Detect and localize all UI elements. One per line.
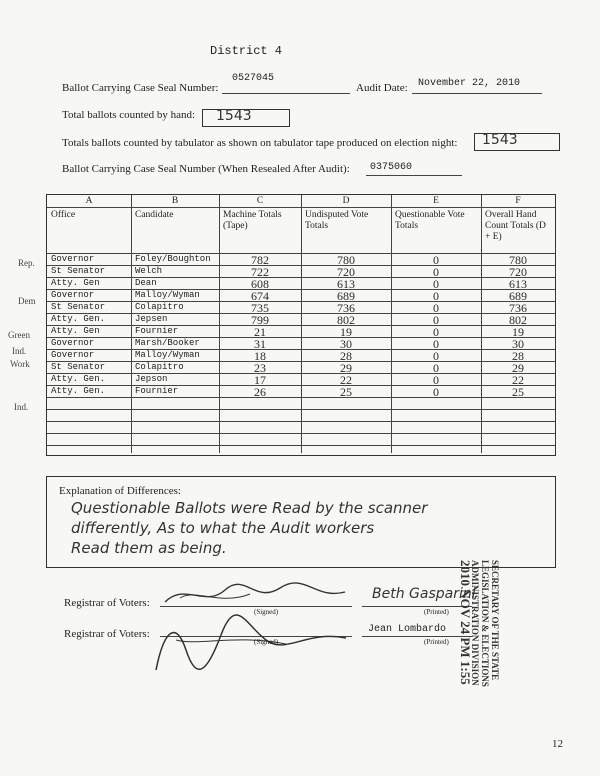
explanation-line-1: Questionable Ballots were Read by the scanner [71,499,428,517]
machine-total-cell: 674 [251,289,269,303]
printed-label-1: (Printed) [424,608,449,616]
table-row-divider [47,445,555,446]
office-cell: Governor [51,290,95,300]
undisputed-total-cell: 29 [340,361,352,375]
column-letter: D [342,196,350,206]
questionable-total-cell: 0 [433,349,439,363]
seal-value: 0527045 [232,73,275,84]
stamp-line-2: LEGISLATION & ELECTIONS [480,560,490,687]
side-label-ind-2: Ind. [14,402,29,412]
reseal-label: Ballot Carrying Case Seal Number (When Resealed After Audit): [62,163,350,175]
hand-count-total-cell: 28 [512,349,524,363]
candidate-cell: Jepsen [135,314,168,324]
signature-scribble-1 [160,580,350,608]
table-row-divider [47,207,555,208]
machine-total-cell: 18 [254,349,266,363]
machine-total-cell: 23 [254,361,266,375]
undisputed-total-cell: 22 [340,373,352,387]
side-label-ind: Ind. [12,346,27,356]
office-cell: Governor [51,338,95,348]
side-label-green: Green [8,330,30,340]
page-number: 12 [552,738,563,750]
audit-date-value: November 22, 2010 [418,78,521,89]
audit-date-label: Audit Date: [356,82,408,94]
machine-total-cell: 17 [254,373,266,387]
questionable-total-cell: 0 [433,253,439,267]
hand-count-total-cell: 19 [512,325,524,339]
stamp-line-3: ADMINISTRATION DIVISION [470,560,480,686]
explanation-box [46,476,556,568]
audit-table [46,194,556,456]
machine-total-cell: 31 [254,337,266,351]
side-label-work: Work [10,359,30,369]
column-letter: C [256,196,264,206]
machine-total-cell: 735 [251,301,269,315]
candidate-cell: Colapitro [135,302,184,312]
hand-count-total-cell: 689 [509,289,527,303]
column-header: Machine Totals (Tape) [223,210,282,231]
office-cell: Atty. Gen. [51,374,106,384]
column-letter: A [85,196,93,206]
questionable-total-cell: 0 [433,325,439,339]
column-header: Candidate [135,210,174,220]
questionable-total-cell: 0 [433,277,439,291]
side-label-rep: Rep. [18,258,35,268]
undisputed-total-cell: 720 [337,265,355,279]
hand-count-total-cell: 720 [509,265,527,279]
column-letter: F [515,196,521,206]
undisputed-total-cell: 30 [340,337,352,351]
candidate-cell: Fournier [135,326,179,336]
hand-count-total-cell: 22 [512,373,524,387]
hand-count-total-cell: 613 [509,277,527,291]
registrar-label-1: Registrar of Voters: [64,597,150,609]
questionable-total-cell: 0 [433,313,439,327]
column-header: Questionable Vote Totals [395,210,465,231]
office-cell: Governor [51,254,95,264]
candidate-cell: Colapitro [135,362,184,372]
explanation-line-3: Read them as being. [71,539,227,557]
candidate-cell: Fournier [135,386,179,396]
total-tab-value: 1543 [482,132,518,148]
column-letter: E [433,196,439,206]
received-stamp [430,560,500,690]
office-cell: St Senator [51,362,106,372]
machine-total-cell: 608 [251,277,269,291]
questionable-total-cell: 0 [433,361,439,375]
signed-label-2: (Signed) [254,638,279,646]
total-tab-label: Totals ballots counted by tabulator as shown on tabulator tape produced on election night: [62,137,458,149]
undisputed-total-cell: 780 [337,253,355,267]
printed-name-1: Beth Gasparini [372,586,476,602]
undisputed-total-cell: 28 [340,349,352,363]
registrar-label-2: Registrar of Voters: [64,628,150,640]
machine-total-cell: 799 [251,313,269,327]
undisputed-total-cell: 25 [340,385,352,399]
seal-label: Ballot Carrying Case Seal Number: [62,82,219,94]
total-hand-value: 1543 [216,108,252,124]
printed-name-2: Jean Lombardo [368,624,447,635]
table-col-divider [131,195,132,453]
hand-count-total-cell: 736 [509,301,527,315]
office-cell: Atty. Gen [51,326,100,336]
audit-date-line [412,93,542,94]
office-cell: St Senator [51,266,106,276]
candidate-cell: Malloy/Wyman [135,350,200,360]
stamp-line-1: SECRETARY OF THE STATE [490,560,500,681]
undisputed-total-cell: 689 [337,289,355,303]
machine-total-cell: 782 [251,253,269,267]
candidate-cell: Dean [135,278,157,288]
machine-total-cell: 722 [251,265,269,279]
hand-count-total-cell: 30 [512,337,524,351]
candidate-cell: Welch [135,266,163,276]
undisputed-total-cell: 613 [337,277,355,291]
column-header: Overall Hand Count Totals (D + E) [485,210,546,242]
undisputed-total-cell: 736 [337,301,355,315]
machine-total-cell: 26 [254,385,266,399]
hand-count-total-cell: 29 [512,361,524,375]
hand-count-total-cell: 802 [509,313,527,327]
column-header: Undisputed Vote Totals [305,210,369,231]
candidate-cell: Marsh/Booker [135,338,200,348]
signature-scribble-2 [146,610,356,680]
explanation-line-2: differently, As to what the Audit workers [71,519,375,537]
office-cell: Atty. Gen. [51,386,106,396]
printed-label-2: (Printed) [424,638,449,646]
office-cell: Atty. Gen [51,278,100,288]
table-row-divider [47,421,555,422]
candidate-cell: Foley/Boughton [135,254,211,264]
signed-label-1: (Signed) [254,608,279,616]
questionable-total-cell: 0 [433,301,439,315]
column-header: Office [51,210,76,220]
questionable-total-cell: 0 [433,373,439,387]
table-row-divider [47,409,555,410]
undisputed-total-cell: 802 [337,313,355,327]
district-heading: District 4 [210,44,283,58]
questionable-total-cell: 0 [433,265,439,279]
hand-count-total-cell: 25 [512,385,524,399]
candidate-cell: Jepson [135,374,168,384]
questionable-total-cell: 0 [433,385,439,399]
total-hand-label: Total ballots counted by hand: [62,109,196,121]
stamp-line-4: 2010 NOV 24 PM 1:55 [458,560,473,685]
questionable-total-cell: 0 [433,337,439,351]
reseal-value: 0375060 [370,162,413,173]
side-label-dem: Dem [18,296,36,306]
office-cell: Governor [51,350,95,360]
undisputed-total-cell: 19 [340,325,352,339]
office-cell: St Senator [51,302,106,312]
table-row-divider [47,433,555,434]
column-letter: B [171,196,179,206]
questionable-total-cell: 0 [433,289,439,303]
hand-count-total-cell: 780 [509,253,527,267]
machine-total-cell: 21 [254,325,266,339]
seal-line [222,93,350,94]
candidate-cell: Malloy/Wyman [135,290,200,300]
office-cell: Atty. Gen. [51,314,106,324]
reseal-line [366,175,462,176]
explanation-label: Explanation of Differences: [59,485,181,497]
